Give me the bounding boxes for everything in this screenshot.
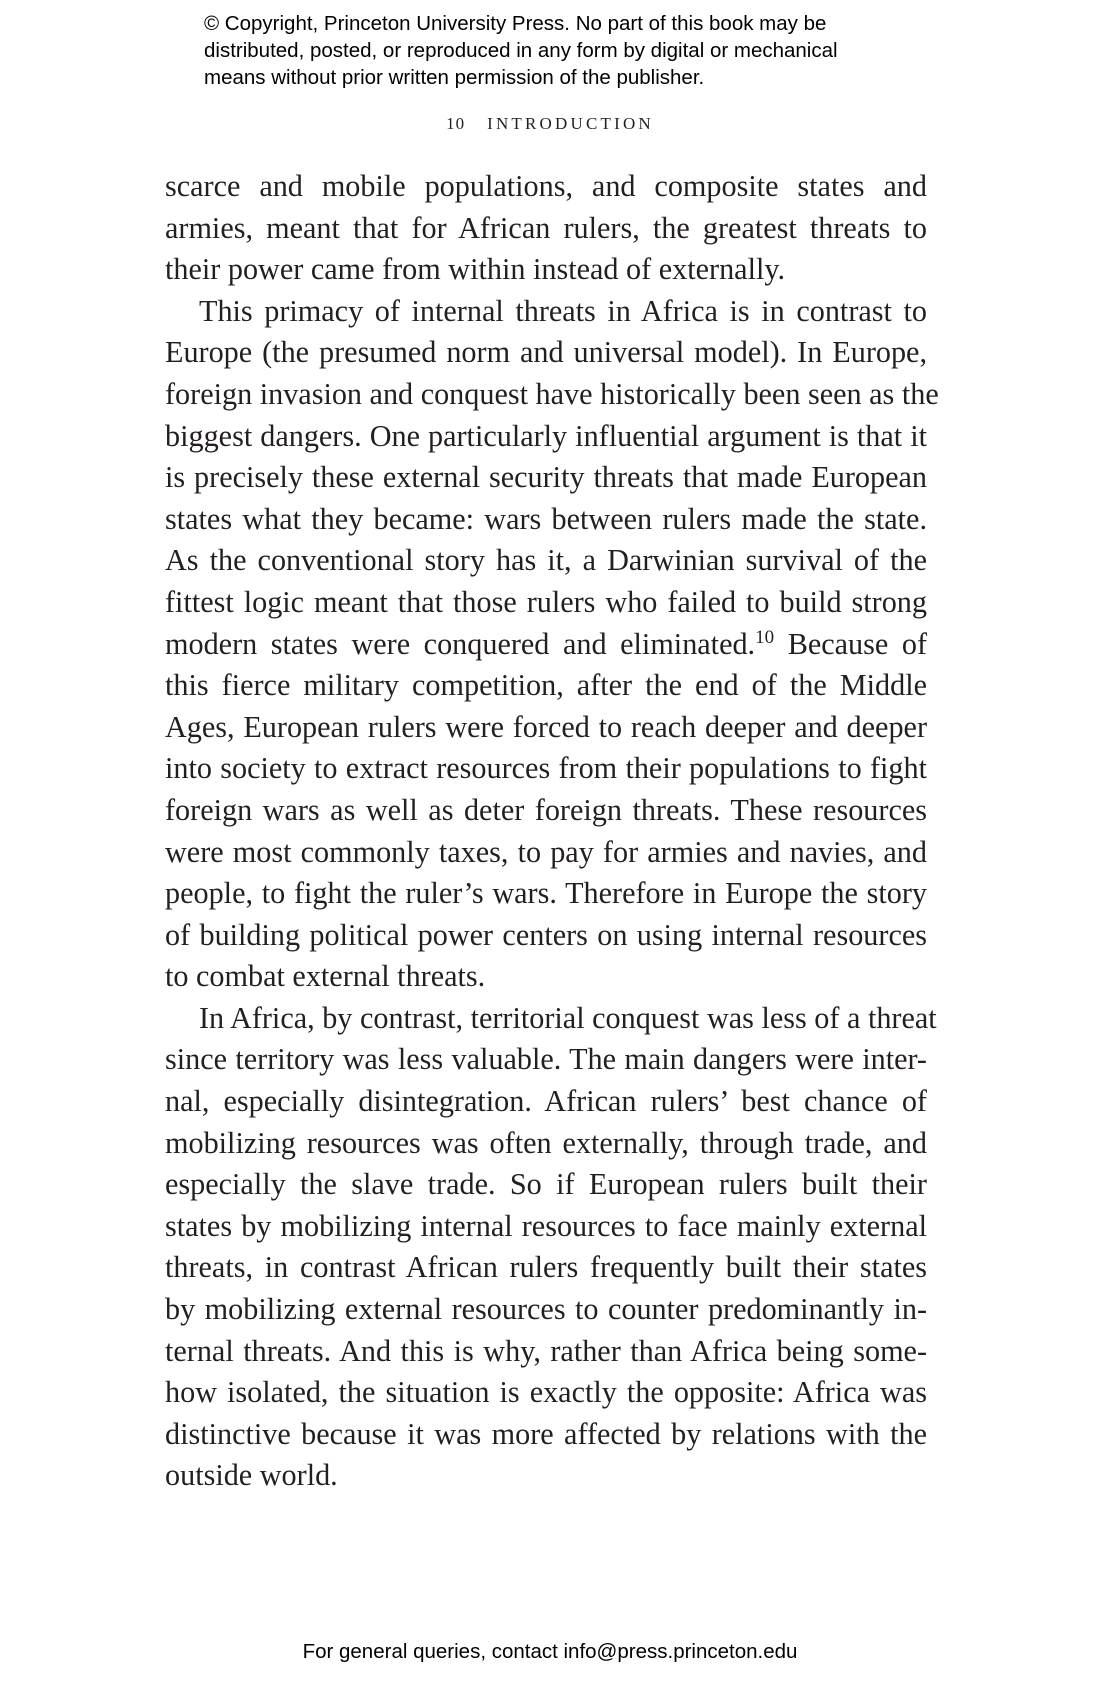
text-line: people, to fight the ruler’s wars. Therefore in Europe the story (165, 876, 927, 911)
text-line: states by mobilizing internal resources to face mainly external (165, 1208, 927, 1243)
text-line: were most commonly taxes, to pay for armies and navies, and (165, 834, 927, 869)
text-line: to combat external threats. (165, 959, 486, 994)
text-line: threats, in contrast African rulers frequently built their states (165, 1250, 927, 1285)
copyright-notice (204, 10, 964, 91)
text-line: is precisely these external security threats that made European (165, 460, 927, 495)
text-line: nal, especially disintegration. African rulers’ best chance of (165, 1084, 927, 1119)
text-line: ternal threats. And this is why, rather than Africa being some- (165, 1333, 927, 1368)
text-line: states what they became: wars between rulers made the state. (165, 501, 927, 536)
text-line: this fierce military competition, after the end of the Middle (165, 668, 927, 703)
text-line: mobilizing resources was often externally, through trade, and (165, 1125, 927, 1160)
text-segment: Because of (774, 626, 927, 661)
text-line: how isolated, the situation is exactly the opposite: Africa was (165, 1375, 927, 1410)
text-line: foreign wars as well as deter foreign threats. These resources (165, 792, 927, 827)
text-line: armies, meant that for African rulers, the greatest threats to (165, 210, 927, 245)
text-line: This primacy of internal threats in Africa is in contrast to (199, 293, 927, 328)
section-title: INTRODUCTION (487, 114, 654, 133)
text-line: As the conventional story has it, a Darwinian survival of the (165, 543, 927, 578)
text-line: since territory was less valuable. The main dangers were inter- (165, 1042, 927, 1077)
body-text (165, 166, 939, 1497)
text-line: outside world. (165, 1458, 338, 1493)
text-line: foreign invasion and conquest have historically been seen as the (165, 376, 939, 411)
footnote-reference[interactable]: 10 (755, 626, 775, 648)
text-line: scarce and mobile populations, and composite states and (165, 169, 927, 203)
text-line: Ages, European rulers were forced to reach deeper and deeper (165, 709, 927, 744)
footer-contact: For general queries, contact info@press.princeton.edu (302, 1640, 798, 1663)
text-line: distinctive because it was more affected by relations with the (165, 1416, 927, 1451)
copyright-line: means without prior written permission of the publisher. (204, 66, 705, 89)
text-line: of building political power centers on using internal resources (165, 917, 927, 952)
copyright-line: © Copyright, Princeton University Press. No part of this book may be (204, 12, 827, 35)
text-line: biggest dangers. One particularly influential argument is that it (165, 418, 927, 453)
text-line: by mobilizing external resources to counter predominantly in- (165, 1292, 927, 1327)
copyright-line: distributed, posted, or reproduced in any form by digital or mechanical (204, 39, 838, 62)
text-line: Europe (the presumed norm and universal model). In Europe, (165, 335, 927, 370)
text-line: fittest logic meant that those rulers who failed to build strong (165, 584, 927, 619)
text-line (165, 624, 927, 666)
text-line: In Africa, by contrast, territorial conquest was less of a threat (199, 1000, 937, 1035)
text-line: into society to extract resources from their populations to fight (165, 751, 927, 786)
text-line: especially the slave trade. So if European rulers built their (165, 1167, 927, 1202)
text-line: their power came from within instead of externally. (165, 252, 786, 287)
page-number: 10 (446, 114, 466, 133)
running-head (0, 114, 1100, 134)
text-segment: modern states were conquered and eliminated. (165, 626, 756, 661)
